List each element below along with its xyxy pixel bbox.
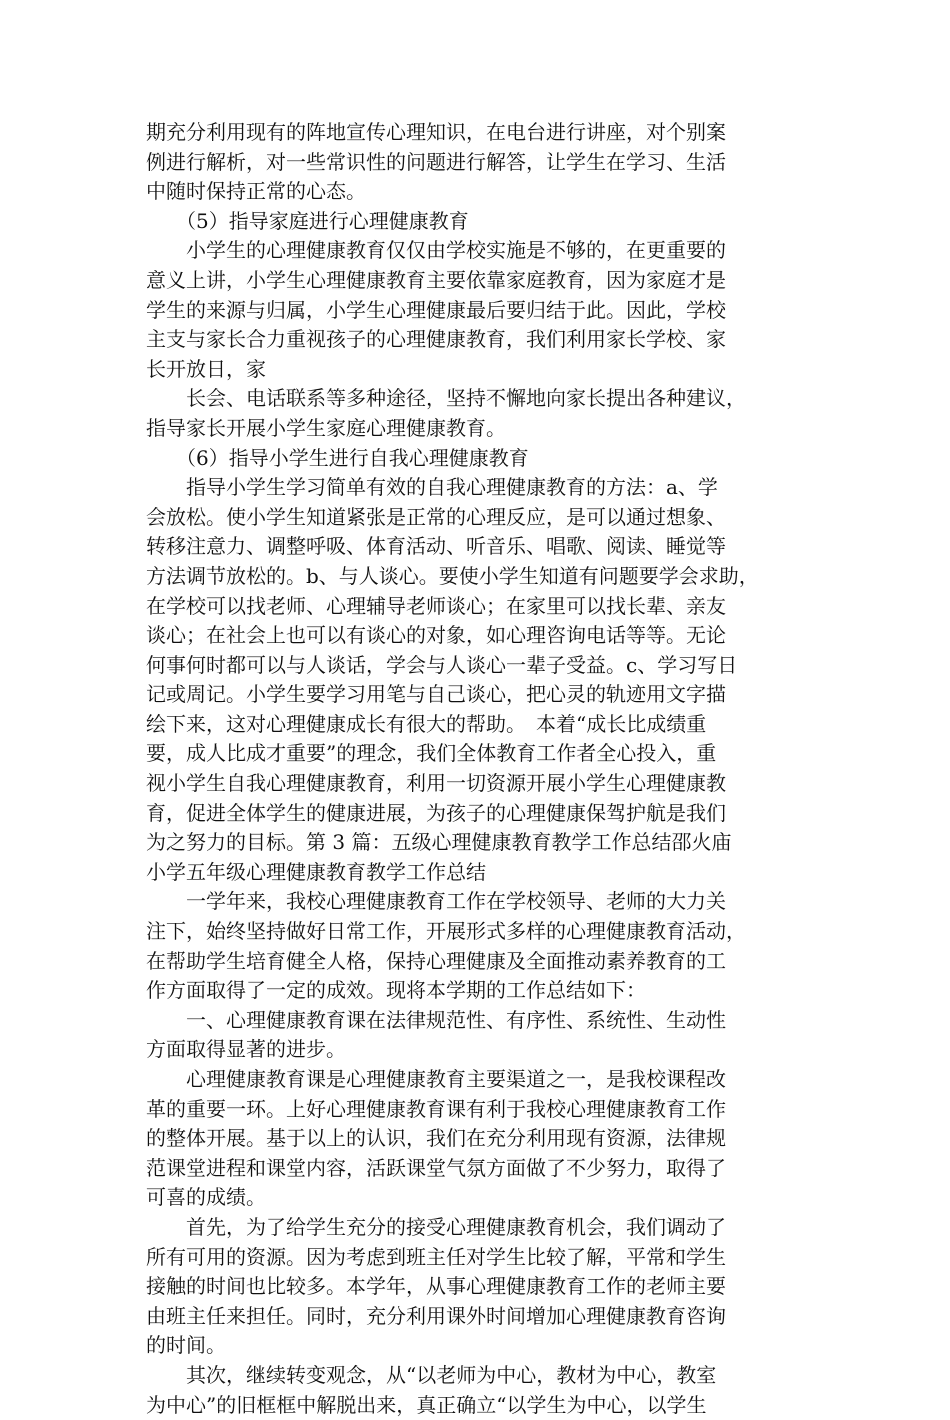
- text-line: （6）指导小学生进行自我心理健康教育: [146, 445, 529, 470]
- text-line: 注下，始终坚持做好日常工作，开展形式多样的心理健康教育活动，: [146, 919, 746, 944]
- text-line: 转移注意力、调整呼吸、体育活动、听音乐、唱歌、阅读、睡觉等: [146, 534, 726, 559]
- text-line: 长开放日，家: [146, 356, 266, 381]
- text-line: 方面取得显著的进步。: [146, 1037, 346, 1062]
- text-line: 绘下来，这对心理健康成长有很大的帮助。 本着“成长比成绩重: [146, 711, 707, 736]
- text-line: 首先，为了给学生充分的接受心理健康教育机会，我们调动了: [146, 1214, 726, 1239]
- text-line: 要，成人比成才重要”的理念，我们全体教育工作者全心投入，重: [146, 741, 717, 766]
- text-line: 一、心理健康教育课在法律规范性、有序性、系统性、生动性: [146, 1007, 726, 1032]
- text-line: 的时间。: [146, 1333, 226, 1358]
- text-line: 由班主任来担任。同时，充分利用课外时间增加心理健康教育咨询: [146, 1303, 726, 1328]
- text-line: 会放松。使小学生知道紧张是正常的心理反应，是可以通过想象、: [146, 504, 726, 529]
- text-line: 记或周记。小学生要学习用笔与自己谈心，把心灵的轨迹用文字描: [146, 682, 726, 707]
- text-line: 中随时保持正常的心态。: [146, 179, 366, 204]
- text-line: 可喜的成绩。: [146, 1185, 266, 1210]
- text-line: 在帮助学生培育健全人格，保持心理健康及全面推动素养教育的工: [146, 948, 726, 973]
- text-line: 革的重要一环。上好心理健康教育课有利于我校心理健康教育工作: [146, 1096, 726, 1121]
- text-line: 为之努力的目标。第 3 篇：五级心理健康教育教学工作总结邵火庙: [146, 830, 732, 855]
- text-line: 的整体开展。基于以上的认识，我们在充分利用现有资源，法律规: [146, 1126, 726, 1151]
- text-line: 谈心；在社会上也可以有谈心的对象，如心理咨询电话等等。无论: [146, 623, 726, 648]
- text-line: 范课堂进程和课堂内容，活跃课堂气氛方面做了不少努力，取得了: [146, 1155, 726, 1180]
- text-line: 为中心”的旧框框中解脱出来，真正确立“以学生为中心，以学生: [146, 1392, 707, 1417]
- text-line: 期充分利用现有的阵地宣传心理知识，在电台进行讲座，对个别案: [146, 120, 726, 144]
- text-line: 学生的来源与归属，小学生心理健康最后要归结于此。因此，学校: [146, 297, 726, 322]
- text-line: 在学校可以找老师、心理辅导老师谈心；在家里可以找长辈、亲友: [146, 593, 726, 618]
- text-line: 心理健康教育课是心理健康教育主要渠道之一，是我校课程改: [146, 1067, 726, 1091]
- text-line: 主支与家长合力重视孩子的心理健康教育，我们利用家长学校、家: [146, 327, 726, 352]
- text-line: （5）指导家庭进行心理健康教育: [146, 208, 469, 233]
- text-line: 小学五年级心理健康教育教学工作总结: [146, 859, 486, 884]
- text-line: 其次，继续转变观念，从“以老师为中心，教材为中心，教室: [146, 1362, 717, 1387]
- text-line: 意义上讲，小学生心理健康教育主要依靠家庭教育，因为家庭才是: [146, 267, 726, 292]
- text-line: 所有可用的资源。因为考虑到班主任对学生比较了解，平常和学生: [146, 1244, 726, 1269]
- text-line: 育，促进全体学生的健康进展，为孩子的心理健康保驾护航是我们: [146, 800, 726, 825]
- text-line: 指导家长开展小学生家庭心理健康教育。: [146, 415, 506, 440]
- text-line: 一学年来，我校心理健康教育工作在学校领导、老师的大力关: [146, 889, 726, 914]
- text-line: 视小学生自我心理健康教育，利用一切资源开展小学生心理健康教: [146, 771, 726, 796]
- text-line: 长会、电话联系等多种途径，坚持不懈地向家长提出各种建议，: [146, 386, 746, 411]
- text-line: 小学生的心理健康教育仅仅由学校实施是不够的，在更重要的: [146, 238, 726, 263]
- text-line: 何事何时都可以与人谈话，学会与人谈心一辈子受益。c、学习写日: [146, 652, 738, 677]
- text-line: 接触的时间也比较多。本学年，从事心理健康教育工作的老师主要: [146, 1274, 726, 1299]
- text-line: 方法调节放松的。b、与人谈心。要使小学生知道有问题要学会求助，: [146, 563, 759, 588]
- text-line: 作方面取得了一定的成效。现将本学期的工作总结如下：: [146, 978, 646, 1003]
- text-line: 指导小学生学习简单有效的自我心理健康教育的方法：a、学: [146, 475, 718, 500]
- document-body: [146, 118, 812, 1420]
- text-line: 例进行解析，对一些常识性的问题进行解答，让学生在学习、生活: [146, 149, 726, 174]
